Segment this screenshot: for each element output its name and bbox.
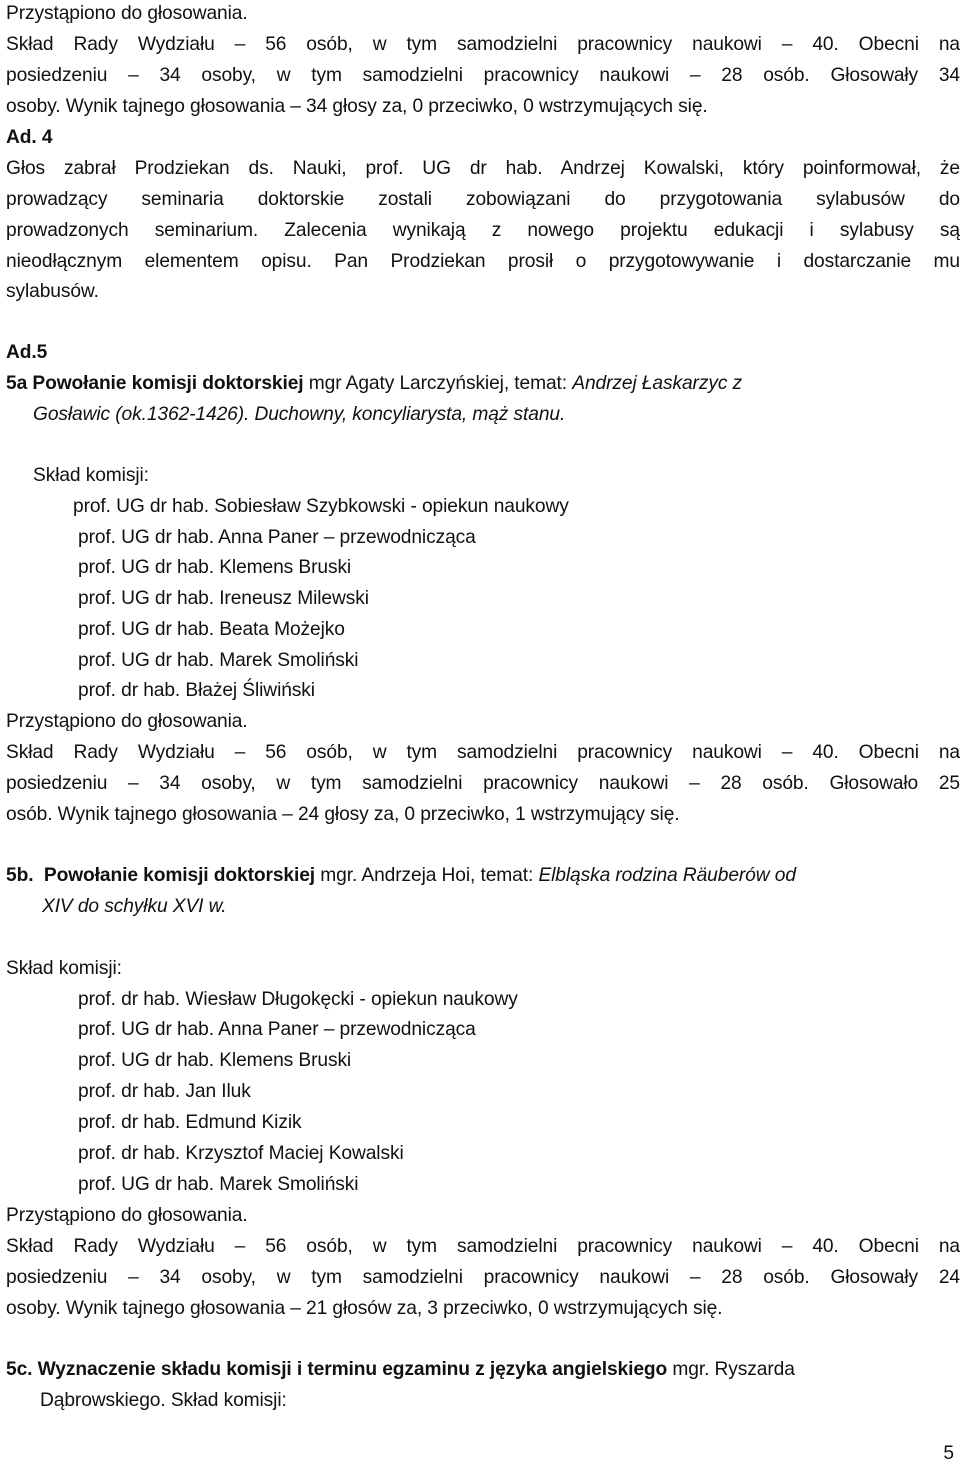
item-5b-number: 5b. [6, 865, 34, 886]
ad4-paragraph-line-4: nieodłącznym elementem opisu. Pan Prodziekan prosił o przygotowywanie i dostarczanie mu [6, 251, 960, 272]
committee-member: prof. UG dr hab. Beata Możejko [78, 619, 345, 640]
item-5c-label: Wyznaczenie składu komisji i terminu egzaminu z języka angielskiego [37, 1359, 668, 1380]
item-5b-label: Powołanie komisji doktorskiej [43, 865, 316, 886]
ad5-heading: Ad.5 [6, 342, 48, 363]
item-5a-topic-cont: Gosławic (ok.1362-1426). Duchowny, koncyliarysta, mąż stanu. [33, 404, 566, 425]
item-5c-number: 5c. [6, 1359, 33, 1380]
item-5a-title [6, 372, 742, 396]
committee-member: prof. UG dr hab. Marek Smoliński [78, 650, 359, 671]
vote-line: Przystąpiono do głosowania. [6, 711, 248, 732]
item-5c-candidate-cont: Dąbrowskiego. Skład komisji: [40, 1390, 287, 1411]
vote-line: Przystąpiono do głosowania. [6, 3, 248, 24]
vote-result: osoby. Wynik tajnego głosowania – 34 głosy za, 0 przeciwko, 0 wstrzymujących się. [6, 96, 708, 117]
council-line-2: posiedzeniu – 34 osoby, w tym samodzielni pracownicy naukowi – 28 osób. Głosowały 24 [6, 1267, 960, 1288]
committee-member: prof. UG dr hab. Klemens Bruski [78, 1050, 352, 1071]
ad4-heading: Ad. 4 [6, 127, 53, 148]
item-5a-topic: Andrzej Łaskarzyc z [572, 373, 743, 394]
item-5a-candidate: mgr Agaty Larczyńskiej, temat: [308, 373, 568, 394]
committee-member: prof. UG dr hab. Sobiesław Szybkowski - opiekun naukowy [73, 496, 569, 517]
committee-member: prof. UG dr hab. Klemens Bruski [78, 557, 352, 578]
ad4-paragraph-line-2: prowadzący seminaria doktorskie zostali zobowiązani do przygotowania sylabusów do [6, 189, 960, 210]
council-line-1: Skład Rady Wydziału – 56 osób, w tym samodzielni pracownicy naukowi – 40. Obecni na [6, 1236, 960, 1257]
committee-member: prof. dr hab. Jan Iluk [78, 1081, 251, 1102]
item-5a-label: 5a Powołanie komisji doktorskiej [6, 373, 304, 394]
item-5c-candidate: mgr. Ryszarda [672, 1359, 795, 1380]
council-line-2: posiedzeniu – 34 osoby, w tym samodzielni pracownicy naukowi – 28 osób. Głosowały 34 [6, 65, 960, 86]
ad4-paragraph-line-3: prowadzonych seminarium. Zalecenia wynikają z nowego projektu edukacji i sylabusy są [6, 220, 960, 241]
item-5c-title [6, 1358, 795, 1382]
item-5b-title [6, 864, 796, 888]
vote-line: Przystąpiono do głosowania. [6, 1205, 248, 1226]
item-5b-topic-cont: XIV do schyłku XVI w. [42, 896, 227, 917]
item-5a-committee-label: Skład komisji: [33, 465, 149, 486]
committee-member: prof. UG dr hab. Marek Smoliński [78, 1174, 359, 1195]
committee-member: prof. dr hab. Edmund Kizik [78, 1112, 302, 1133]
committee-member: prof. dr hab. Wiesław Długokęcki - opiekun naukowy [78, 989, 518, 1010]
council-line-1: Skład Rady Wydziału – 56 osób, w tym samodzielni pracownicy naukowi – 40. Obecni na [6, 34, 960, 55]
item-5b-committee-label: Skład komisji: [6, 958, 122, 979]
committee-member: prof. dr hab. Błażej Śliwiński [78, 680, 315, 701]
vote-result: osób. Wynik tajnego głosowania – 24 głosy za, 0 przeciwko, 1 wstrzymujący się. [6, 804, 680, 825]
item-5b-topic: Elbląska rodzina Räuberów od [538, 865, 796, 886]
council-line-2: posiedzeniu – 34 osoby, w tym samodzielni pracownicy naukowi – 28 osób. Głosowało 25 [6, 773, 960, 794]
item-5b-candidate: mgr. Andrzeja Hoi, temat: [320, 865, 534, 886]
vote-result: osoby. Wynik tajnego głosowania – 21 głosów za, 3 przeciwko, 0 wstrzymujących się. [6, 1298, 723, 1319]
ad4-paragraph-line-1: Głos zabrał Prodziekan ds. Nauki, prof. UG dr hab. Andrzej Kowalski, który poinformował, że [6, 158, 960, 179]
committee-member: prof. UG dr hab. Anna Paner – przewodnicząca [78, 527, 476, 548]
committee-member: prof. UG dr hab. Ireneusz Milewski [78, 588, 369, 609]
ad4-paragraph-line-5: sylabusów. [6, 281, 99, 302]
committee-member: prof. UG dr hab. Anna Paner – przewodnicząca [78, 1019, 476, 1040]
page-number: 5 [943, 1443, 954, 1464]
committee-member: prof. dr hab. Krzysztof Maciej Kowalski [78, 1143, 404, 1164]
council-line-1: Skład Rady Wydziału – 56 osób, w tym samodzielni pracownicy naukowi – 40. Obecni na [6, 742, 960, 763]
